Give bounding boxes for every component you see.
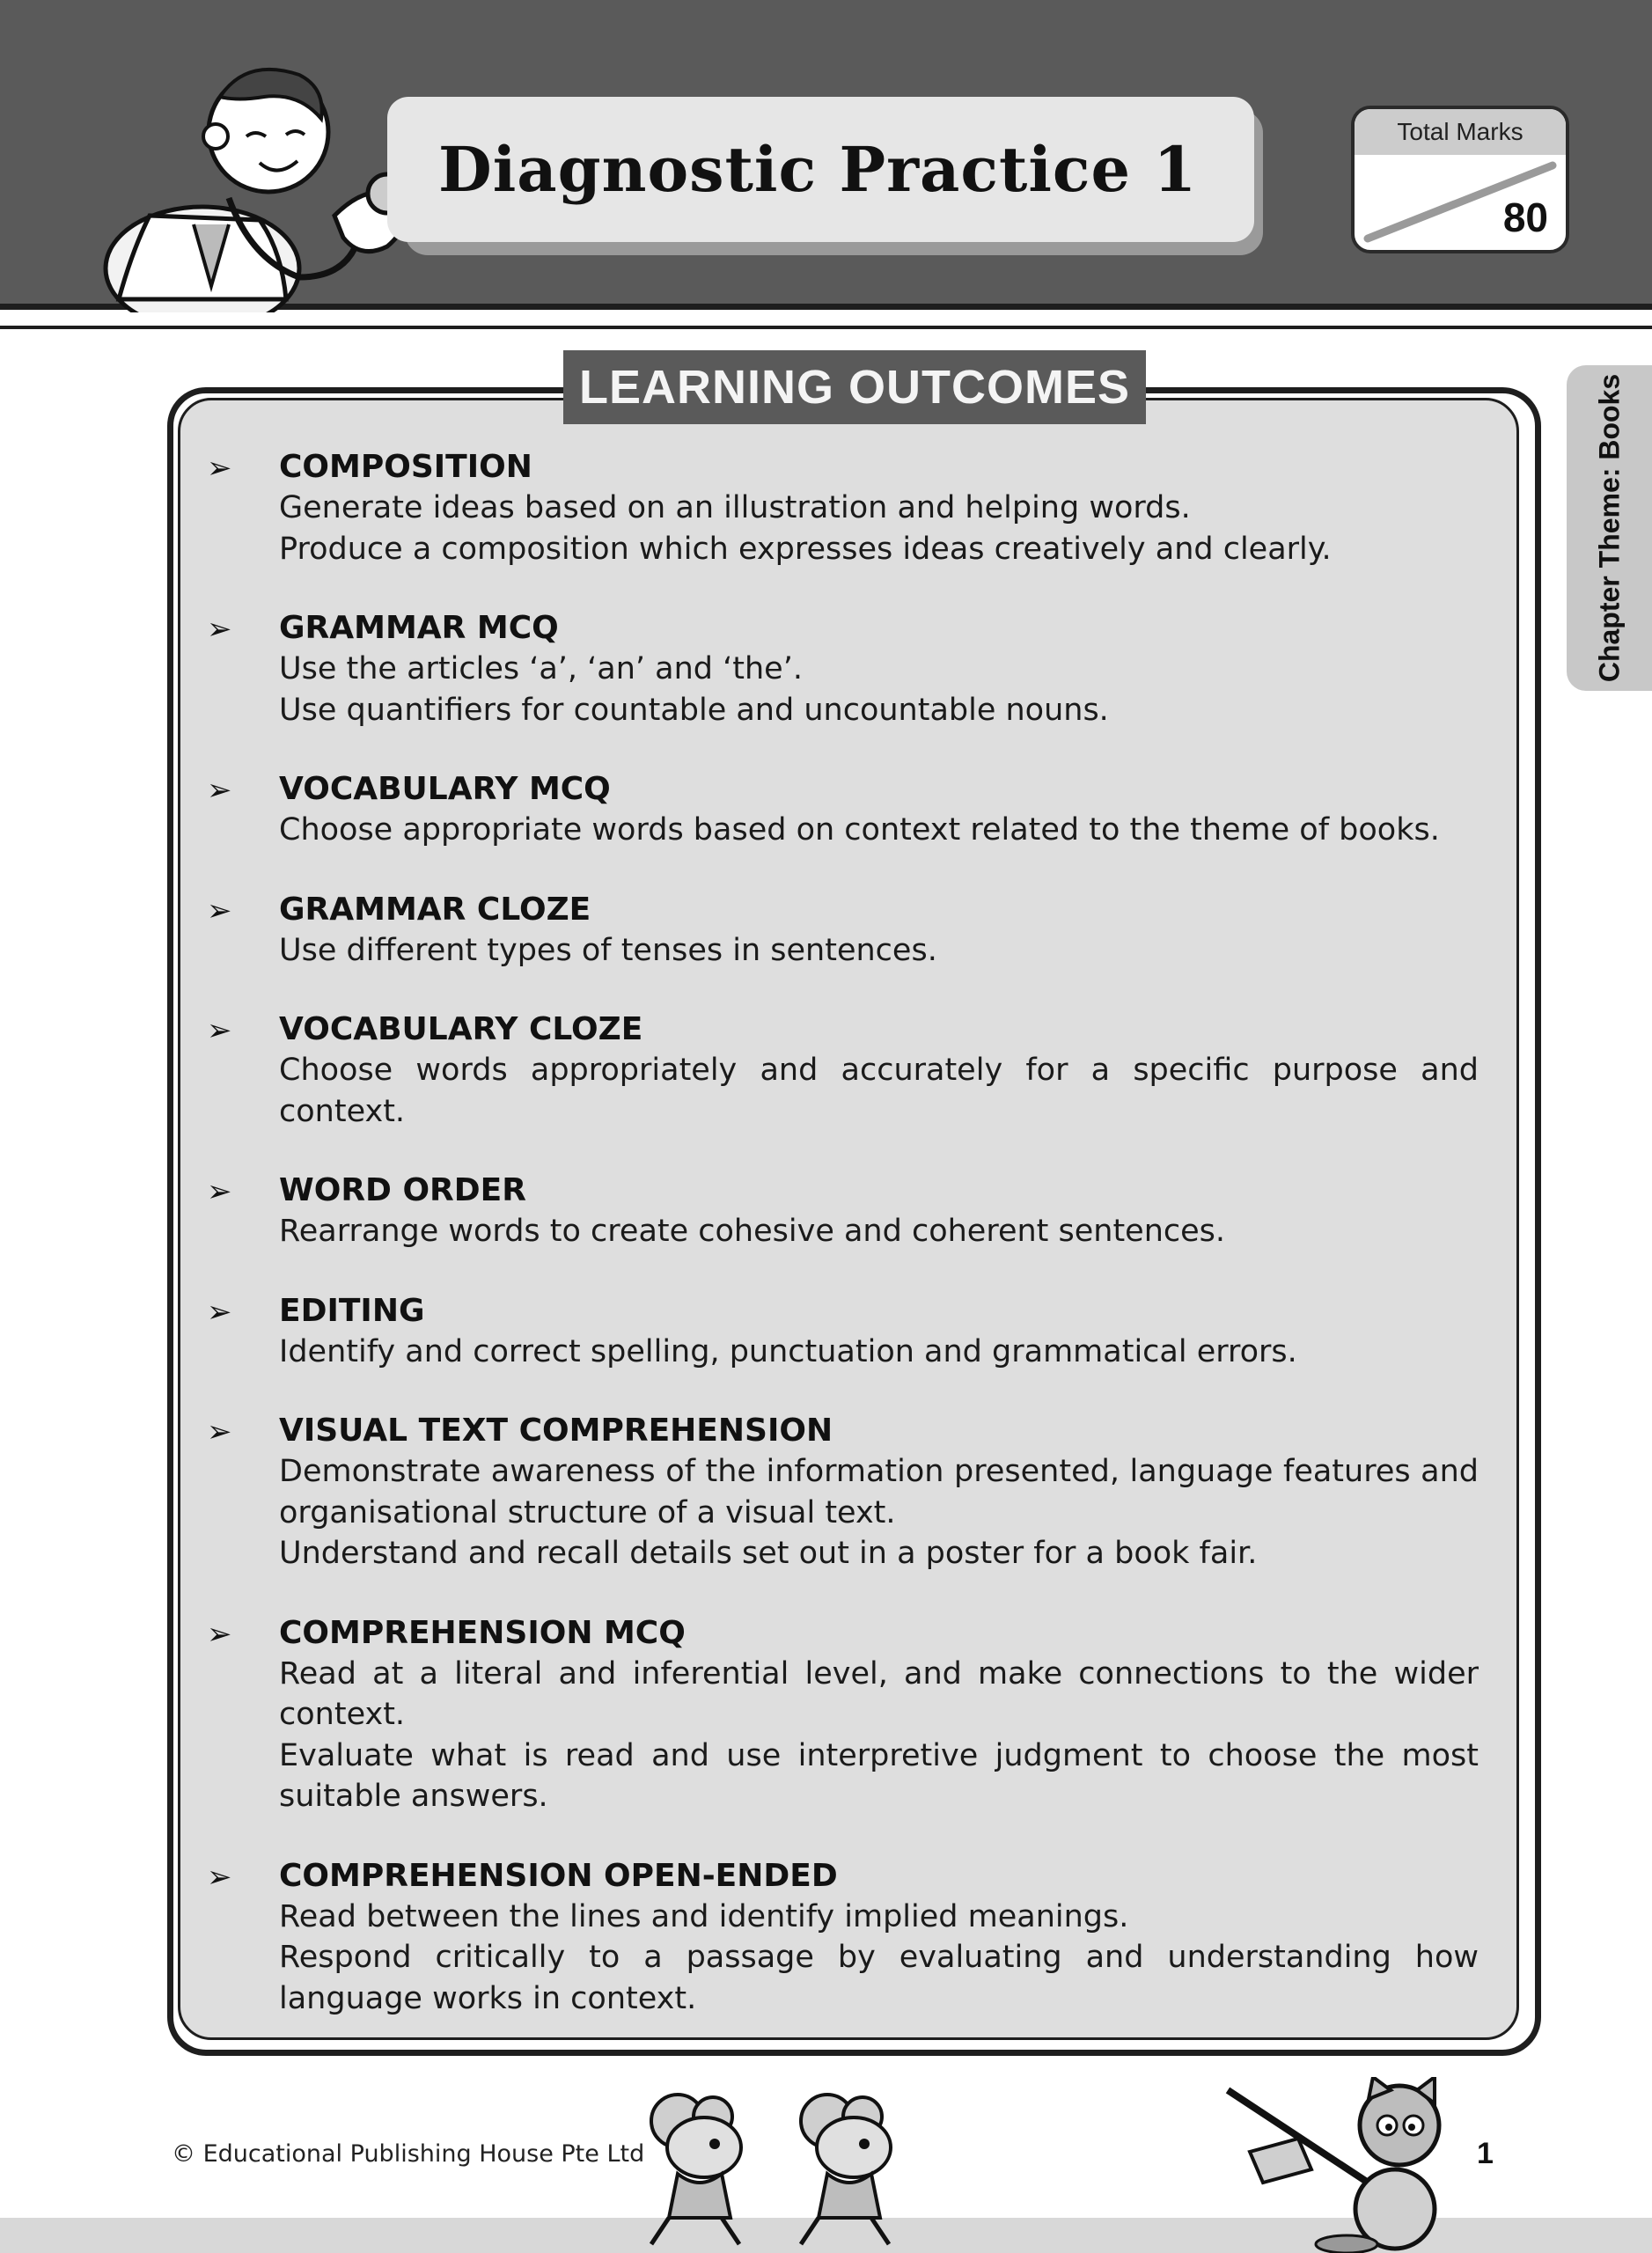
arrowhead-bullet-icon: ➢ bbox=[207, 1414, 232, 1449]
outcome-body bbox=[279, 890, 1479, 972]
outcome-title: VOCABULARY CLOZE bbox=[279, 1011, 643, 1047]
outcome-body bbox=[279, 608, 1479, 730]
outcome-title: EDITING bbox=[279, 1292, 425, 1329]
chapter-theme-label: Chapter Theme: Books bbox=[1593, 373, 1625, 683]
outcome-body bbox=[279, 1009, 1479, 1132]
outcome-description: Rearrange words to create cohesive and coherent sentences. bbox=[279, 1214, 1226, 1249]
outcome-title: WORD ORDER bbox=[279, 1172, 526, 1208]
outcome-description: Read between the lines and identify implied meanings. bbox=[279, 1898, 1129, 1934]
outcome-title: VOCABULARY MCQ bbox=[279, 771, 611, 807]
outcome-item bbox=[207, 447, 1479, 569]
outcome-item bbox=[207, 1613, 1479, 1817]
outcome-description: Use quantifiers for countable and uncountable nouns. bbox=[279, 692, 1109, 728]
outcome-body bbox=[279, 1171, 1479, 1252]
outcome-item bbox=[207, 769, 1479, 851]
outcome-item bbox=[207, 608, 1479, 730]
learning-outcomes-heading: LEARNING OUTCOMES bbox=[578, 361, 1130, 414]
arrowhead-bullet-icon: ➢ bbox=[207, 773, 232, 808]
page-title: Diagnostic Practice 1 bbox=[438, 133, 1198, 206]
header-divider-thin bbox=[0, 326, 1652, 329]
chapter-theme-tab bbox=[1567, 365, 1652, 691]
arrowhead-bullet-icon: ➢ bbox=[207, 1174, 232, 1209]
total-marks-box bbox=[1351, 106, 1569, 253]
outcome-item bbox=[207, 1009, 1479, 1132]
outcome-description: Use the articles ‘a’, ‘an’ and ‘the’. bbox=[279, 651, 803, 686]
outcome-title: COMPREHENSION OPEN-ENDED bbox=[279, 1857, 838, 1894]
outcome-item bbox=[207, 1291, 1479, 1373]
outcome-description: Choose appropriate words based on context related to the theme of books. bbox=[279, 812, 1440, 848]
outcome-title: GRAMMAR MCQ bbox=[279, 610, 559, 646]
cat-with-mousetrap-illustration bbox=[1215, 2077, 1452, 2253]
outcome-body bbox=[279, 1291, 1479, 1373]
outcome-description: Demonstrate awareness of the information presented, language features and organisational structure of a visual text. bbox=[279, 1454, 1479, 1530]
outcome-body bbox=[279, 1411, 1479, 1574]
outcome-description: Read at a literal and inferential level, and make connections to the wider context. bbox=[279, 1655, 1479, 1732]
arrowhead-bullet-icon: ➢ bbox=[207, 1859, 232, 1895]
outcome-title: COMPOSITION bbox=[279, 449, 532, 485]
outcome-description: Use different types of tenses in sentences. bbox=[279, 932, 937, 968]
outcome-item bbox=[207, 1171, 1479, 1252]
arrowhead-bullet-icon: ➢ bbox=[207, 612, 232, 647]
arrowhead-bullet-icon: ➢ bbox=[207, 1013, 232, 1048]
learning-outcomes-list bbox=[207, 447, 1479, 2058]
outcome-description: Identify and correct spelling, punctuation and grammatical errors. bbox=[279, 1333, 1297, 1369]
outcome-body bbox=[279, 769, 1479, 851]
outcome-description: Generate ideas based on an illustration and helping words. bbox=[279, 490, 1191, 525]
outcome-description: Understand and recall details set out in a poster for a book fair. bbox=[279, 1536, 1258, 1571]
outcome-item bbox=[207, 1411, 1479, 1574]
outcome-body bbox=[279, 447, 1479, 569]
total-marks-label-bar bbox=[1355, 109, 1566, 155]
learning-outcomes-heading-box bbox=[563, 350, 1146, 424]
outcome-description: Choose words appropriately and accurately for a specific purpose and context. bbox=[279, 1053, 1479, 1129]
outcome-title: GRAMMAR CLOZE bbox=[279, 891, 591, 928]
outcome-item bbox=[207, 890, 1479, 972]
running-mice-illustration bbox=[616, 2068, 933, 2253]
page-number: 1 bbox=[1477, 2137, 1494, 2170]
outcome-description: Produce a composition which expresses ideas creatively and clearly. bbox=[279, 531, 1332, 567]
outcome-body bbox=[279, 1613, 1479, 1817]
copyright-notice: © Educational Publishing House Pte Ltd bbox=[172, 2140, 645, 2168]
title-banner bbox=[387, 97, 1254, 242]
outcome-body bbox=[279, 1856, 1479, 2020]
total-marks-value: 80 bbox=[1502, 194, 1548, 240]
outcome-item bbox=[207, 1856, 1479, 2020]
arrowhead-bullet-icon: ➢ bbox=[207, 1294, 232, 1330]
outcome-title: VISUAL TEXT COMPREHENSION bbox=[279, 1413, 833, 1449]
arrowhead-bullet-icon: ➢ bbox=[207, 451, 232, 486]
arrowhead-bullet-icon: ➢ bbox=[207, 1616, 232, 1652]
arrowhead-bullet-icon: ➢ bbox=[207, 892, 232, 928]
outcome-title: COMPREHENSION MCQ bbox=[279, 1614, 686, 1651]
outcome-description: Evaluate what is read and use interpretive judgment to choose the most suitable answers. bbox=[279, 1737, 1479, 1814]
outcome-description: Respond critically to a passage by evaluating and understanding how language works in context. bbox=[279, 1940, 1479, 2016]
total-marks-label: Total Marks bbox=[1397, 118, 1524, 145]
